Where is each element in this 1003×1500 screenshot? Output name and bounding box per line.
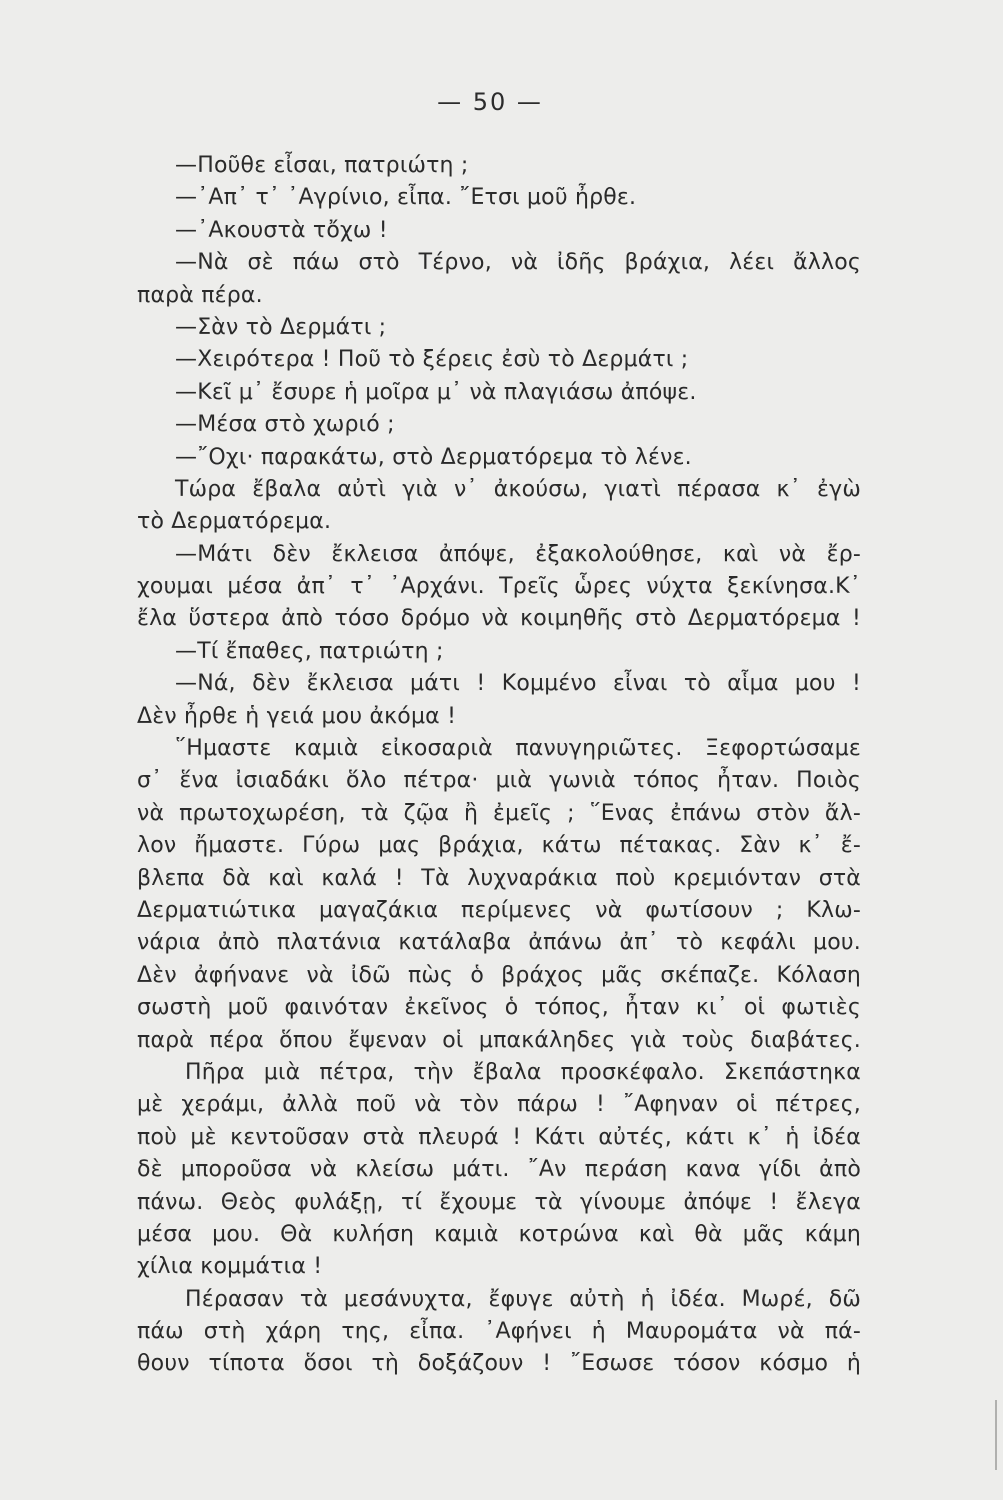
page-edge-mark bbox=[995, 1400, 997, 1470]
body-text bbox=[137, 150, 861, 1381]
text-line: μὲ χεράμι, ἀλλὰ ποῦ νὰ τὸν πάρω ! ῎Αφηναν οἱ πέτρες, bbox=[137, 1092, 861, 1118]
text-line: ποὺ μὲ κεντοῦσαν στὰ πλευρά ! Κάτι αὐτές, κάτι κ᾿ ἡ ἰδέα bbox=[137, 1124, 861, 1150]
text-line: —Κεῖ μ᾿ ἔσυρε ἡ μοῖρα μ᾿ νὰ πλαγιάσω ἀπόψε. bbox=[175, 379, 697, 405]
text-line: —Νά, δὲν ἔκλεισα μάτι ! Κομμένο εἶναι τὸ αἷμα μου ! bbox=[175, 671, 861, 697]
text-line: δὲ μποροῦσα νὰ κλείσω μάτι. ῎Αν περάση κανα γίδι ἀπὸ bbox=[137, 1157, 861, 1183]
text-line: Πέρασαν τὰ μεσάνυχτα, ἔφυγε αὐτὴ ἡ ἰδέα. Μωρέ, δῶ bbox=[185, 1286, 861, 1312]
text-line: —᾿Απ᾿ τ᾿ ᾿Αγρίνιο, εἶπα. ῎Ετσι μοῦ ἦρθε. bbox=[175, 185, 637, 211]
text-line: παρὰ πέρα ὅπου ἔψεναν οἱ μπακάληδες γιὰ τοὺς διαβάτες. bbox=[137, 1027, 861, 1053]
text-line: Δερματιώτικα μαγαζάκια περίμενες νὰ φωτίσουν ; Κλω- bbox=[137, 897, 861, 923]
text-line: Δὲν ἀφήνανε νὰ ἰδῶ πὼς ὁ βράχος μᾶς σκέπαζε. Κόλαση bbox=[137, 962, 861, 988]
text-line: σωστὴ μοῦ φαινόταν ἐκεῖνος ὁ τόπος, ἦταν κι᾿ οἱ φωτιὲς bbox=[137, 995, 861, 1021]
page-number: — 50 — bbox=[437, 88, 543, 116]
text-line: ἔλα ὕστερα ἀπὸ τόσο δρόμο νὰ κοιμηθῆς στὸ Δερματόρεμα ! bbox=[137, 606, 861, 632]
text-line: —῎Οχι· παρακάτω, στὸ Δερματόρεμα τὸ λένε. bbox=[175, 444, 692, 470]
text-line: Δὲν ἦρθε ἡ γειά μου ἀκόμα ! bbox=[137, 703, 457, 729]
text-line: πάω στὴ χάρη της, εἶπα. ᾿Αφήνει ἡ Μαυρομάτα νὰ πά- bbox=[137, 1319, 861, 1345]
text-line: —Χειρότερα ! Ποῦ τὸ ξέρεις ἐσὺ τὸ Δερμάτι ; bbox=[175, 347, 689, 373]
text-line: —Ποῦθε εἶσαι, πατριώτη ; bbox=[175, 153, 469, 178]
text-line: —Τί ἔπαθες, πατριώτη ; bbox=[175, 638, 444, 664]
text-line: —Νὰ σὲ πάω στὸ Τέρνο, νὰ ἰδῆς βράχια, λέει ἄλλος bbox=[175, 250, 861, 276]
text-line: —Σὰν τὸ Δερμάτι ; bbox=[175, 314, 387, 340]
text-line: —Μέσα στὸ χωριό ; bbox=[175, 412, 395, 438]
text-line: χουμαι μέσα ἀπ᾿ τ᾿ ᾿Αρχάνι. Τρεῖς ὧρες νύχτα ξεκίνησα.Κ᾿ bbox=[137, 574, 861, 600]
text-line: νάρια ἀπὸ πλατάνια κατάλαβα ἀπάνω ἀπ᾿ τὸ κεφάλι μου. bbox=[137, 930, 861, 956]
text-line: τὸ Δερματόρεμα. bbox=[137, 509, 332, 535]
text-line: λον ἤμαστε. Γύρω μας βράχια, κάτω πέτακας. Σὰν κ᾿ ἔ- bbox=[137, 833, 861, 859]
text-line: σ᾿ ἕνα ἰσιαδάκι ὅλο πέτρα· μιὰ γωνιὰ τόπος ἦταν. Ποιὸς bbox=[137, 768, 861, 794]
text-line: παρὰ πέρα. bbox=[137, 282, 263, 308]
text-line: θουν τίποτα ὅσοι τὴ δοξάζουν ! ῎Εσωσε τόσον κόσμο ἡ bbox=[137, 1351, 861, 1377]
text-line: —᾿Ακουστὰ τὄχω ! bbox=[175, 217, 388, 243]
text-line: βλεπα δὰ καὶ καλά ! Τὰ λυχναράκια ποὺ κρεμιόνταν στὰ bbox=[137, 865, 861, 891]
text-line: ῞Ημαστε καμιὰ εἰκοσαριὰ πανυγηριῶτες. Ξεφορτώσαμε bbox=[175, 736, 861, 762]
text-line: Τώρα ἔβαλα αὐτὶ γιὰ ν᾿ ἀκούσω, γιατὶ πέρασα κ᾿ ἐγὼ bbox=[175, 476, 861, 502]
text-line: μέσα μου. Θὰ κυλήση καμιὰ κοτρώνα καὶ θὰ μᾶς κάμη bbox=[137, 1221, 861, 1247]
text-line: νὰ πρωτοχωρέση, τὰ ζῷα ἢ ἐμεῖς ; ῞Ενας ἐπάνω στὸν ἄλ- bbox=[137, 800, 861, 826]
text-line: χίλια κομμάτια ! bbox=[137, 1254, 323, 1280]
text-line: πάνω. Θεὸς φυλάξῃ, τί ἔχουμε τὰ γίνουμε ἀπόψε ! ἔλεγα bbox=[137, 1189, 861, 1215]
text-line: —Μάτι δὲν ἔκλεισα ἀπόψε, ἐξακολούθησε, καὶ νὰ ἔρ- bbox=[175, 541, 861, 567]
text-line: Πῆρα μιὰ πέτρα, τὴν ἔβαλα προσκέφαλο. Σκεπάστηκα bbox=[185, 1059, 861, 1085]
